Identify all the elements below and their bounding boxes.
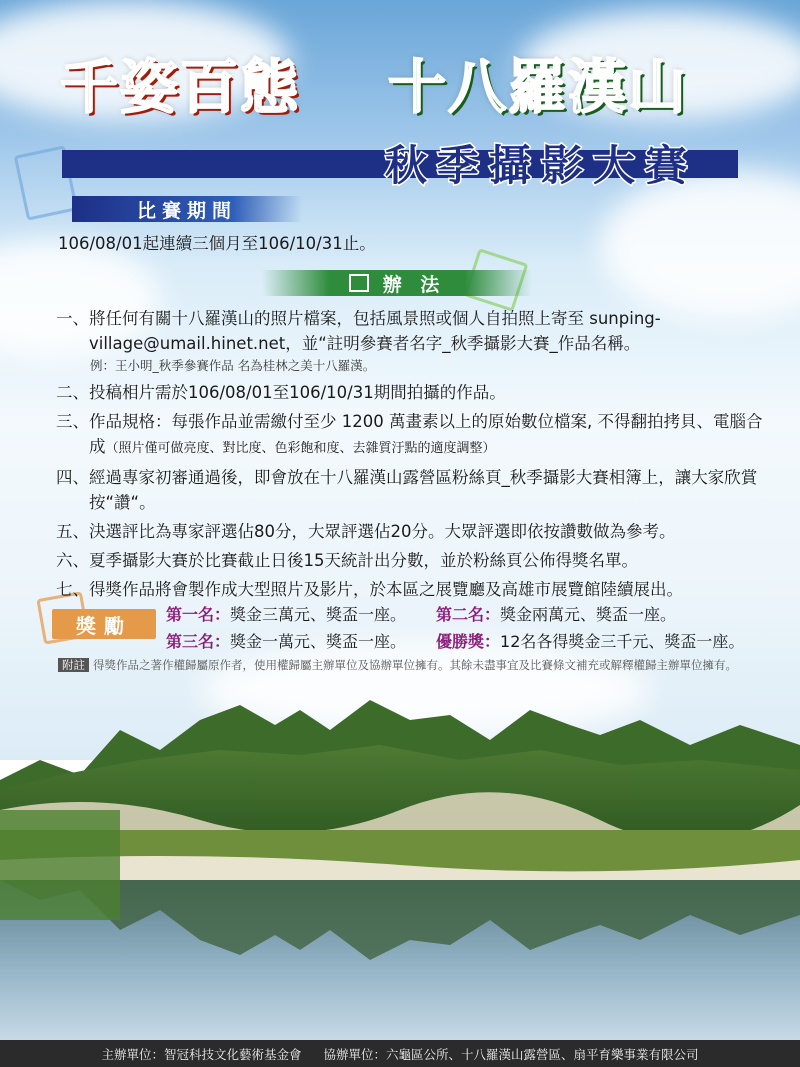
prize-rank: 第二名：	[436, 605, 501, 624]
list-item	[56, 380, 776, 405]
list-item	[56, 306, 776, 356]
item-text: 夏季攝影大賽於比賽截止日後15天統計出分數，並於粉絲頁公佈得獎名單。	[89, 551, 638, 570]
list-item	[56, 548, 776, 573]
item-text: 得獎作品將會製作成大型照片及影片，於本區之展覽廳及高雄市展覽館陸續展出。	[89, 580, 683, 599]
item-number: 三、	[56, 412, 89, 431]
item-text: 決選評比為專家評選佔80分，大眾評選佔20分。大眾評選即依按讚數做為參考。	[89, 522, 676, 541]
prize-third	[166, 629, 406, 652]
film-icon	[349, 274, 369, 292]
period-text: 106/08/01起連續三個月至106/10/31止。	[58, 234, 376, 253]
list-item	[56, 577, 776, 602]
list-item	[56, 465, 776, 515]
item-text-group	[89, 409, 776, 461]
list-item	[56, 519, 776, 544]
rules-list	[56, 306, 776, 602]
co-organizer: 協辦單位：六龜區公所、十八羅漢山露營區、扇平育樂事業有限公司	[323, 1046, 699, 1062]
organizer: 主辦單位：智冠科技文化藝術基金會	[101, 1046, 302, 1062]
item-small-text: （照片僅可做亮度、對比度、色彩飽和度、去雜質汙點的適度調整）	[105, 441, 496, 456]
list-item	[56, 409, 776, 461]
prize-text: 獎金一萬元、獎盃一座。	[230, 632, 407, 651]
footer	[0, 1040, 800, 1067]
prize-text: 獎金三萬元、獎盃一座。	[230, 605, 407, 624]
title-part2: 十八羅漢山	[388, 53, 689, 121]
method-heading-label: 辦 法	[382, 273, 446, 296]
example-note: 例：王小明_秋季參賽作品 名為桂林之美十八羅漢。	[90, 358, 376, 373]
prize-first	[166, 602, 406, 625]
prize-rank: 第一名：	[166, 605, 231, 624]
item-number: 一、	[56, 309, 89, 328]
item-number: 七、	[56, 580, 89, 599]
item-text: 將任何有關十八羅漢山的照片檔案，包括風景照或個人自拍照上寄至 sunping-village@umail.hinet.net，並“註明參賽者名字_秋季攝影大賽_作品名稱。	[89, 309, 661, 353]
item-number: 六、	[56, 551, 89, 570]
prize-second	[436, 602, 676, 625]
prize-text: 獎金兩萬元、獎盃一座。	[500, 605, 677, 624]
remark-text: 得獎作品之著作權歸屬原作者，使用權歸屬主辦單位及協辦單位擁有。其餘未盡事宜及比賽條文補充或解釋權歸主辦單位擁有。	[93, 658, 737, 672]
method-heading	[262, 270, 532, 296]
period-heading: 比賽期間	[72, 196, 302, 222]
prize-text: 12名各得獎金三千元、獎盃一座。	[500, 632, 745, 651]
item-text: 作品規格：每張作品並需繳付至少 1200 萬畫素以上的原始數位檔案, 不得翻拍拷貝、電腦合成	[89, 412, 763, 456]
remark-tag: 附註	[58, 658, 89, 672]
item-number: 五、	[56, 522, 89, 541]
subtitle: 秋季攝影大賽	[385, 141, 698, 190]
item-number: 四、	[56, 468, 89, 487]
awards-heading: 獎勵	[52, 609, 156, 639]
item-text: 投稿相片需於106/08/01至106/10/31期間拍攝的作品。	[89, 383, 506, 402]
prize-rank: 優勝獎：	[436, 632, 501, 651]
mountain-landscape-photo	[0, 690, 800, 1040]
remark	[58, 657, 737, 673]
title-part1: 千姿百態	[60, 53, 301, 121]
prize-rank: 第三名：	[166, 632, 231, 651]
item-number: 二、	[56, 383, 89, 402]
item-text: 經過專家初審通過後，即會放在十八羅漢山露營區粉絲頁_秋季攝影大賽相簿上，讓大家欣賞按“讚“。	[89, 468, 758, 512]
prize-merit	[436, 629, 744, 652]
